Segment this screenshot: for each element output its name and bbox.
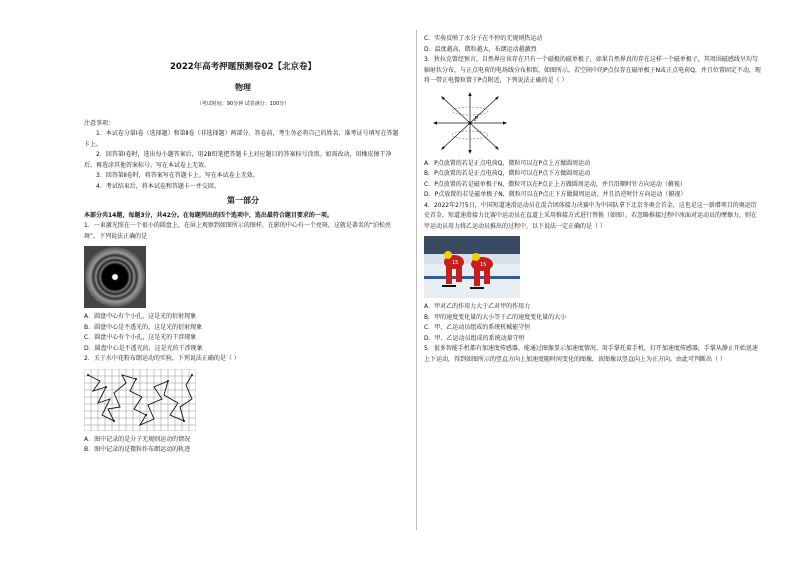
question-3-stem: 3．狄拉克曾经预言，自然界应该存在只有一个磁极的磁单极子，如果自然界真的存在这样一个磁单极子，其周围磁感线呈均匀辐射状分布，与正点电荷的电场线分布相似，如图所示。若空间中的P点仅存在磁单极子N或正点电荷Q，并且位置固定不动，现将一带正电微粒置于P点附近，下列说法正确的是（ ） (424, 56, 761, 84)
option: D．P点放置的若是磁单极子N，微粒可以在P点正下方做圆周运动，并且沿逆时针方向运动（俯视） (424, 191, 687, 198)
option: A．P点放置的若是正点电荷Q，微粒可以在P点上方做圆周运动 (424, 159, 591, 167)
section-title: 第一部分 (227, 196, 259, 205)
option: A．甲对乙的作用力大于乙对甲的作用力 (424, 303, 531, 310)
left-column (84, 62, 402, 456)
option: B．图中记录的是微粒作布朗运动的轨迹 (84, 446, 191, 453)
notes-heading: 注意事项： (84, 119, 115, 127)
note-item: 4．考试结束后，将本试卷和答题卡一并交回。 (96, 182, 220, 190)
brownian-motion-figure (84, 369, 196, 431)
note-item: 3．回答第Ⅱ卷时，将答案写在答题卡上。写在本试卷上无效。 (96, 172, 259, 179)
question-5-stem: 5．很多智能手机都有加速度传感器，能通过图像显示加速度情况。用手掌托着手机，打开加速度传感器，手掌从静止开始迅速上下运动，得到如图所示的竖直方向上加速度随时间变化的图像，该图像以竖直向上为正方向。由此可判断出（ ） (424, 345, 758, 363)
magnetic-monopole-figure (430, 91, 510, 155)
note-item: 1．本试卷分第Ⅰ卷（选择题）和第Ⅱ卷（非选择题）两部分。答卷前，考生务必将自己的姓名、准考证号填写在答题卡上。 (84, 130, 399, 148)
option: D．甲、乙运动员组成的系统动量守恒 (424, 334, 525, 342)
note-item: 2．回答第Ⅰ卷时，选出每小题答案后，用2B铅笔把答题卡上对应题目的答案标号涂黑。如需改动，用橡皮擦干净后，再选涂其他答案标号。写在本试卷上无效。 (84, 151, 392, 169)
point-p-label: P (474, 115, 479, 123)
option: C．P点放置的若是磁单极子N，微粒可以在P点正上方做圆周运动，并且沿顺时针方向运动（俯视） (424, 180, 686, 188)
option: B．圆盘中心是不透光的，这是光的衍射现象 (84, 323, 203, 331)
option: D．圆盘中心是不透光的，这是光的干涉现象 (84, 344, 203, 352)
question-4-stem: 4．2022年2月5日，中国短道速滑运动员在混合团体接力决赛中为中国队拿下北京冬奥会首金，这也是这一新增项目的奥运历史首金。短道速滑接力比赛中运动员在直道上采用推接方式进行替换（如图）。若忽略推接过程中冰面对运动员的摩擦力，则在甲运动员用力将乙运动员推出的过程中，以下说法一定正确的是（ ） (424, 201, 758, 230)
skater-number: 15 (452, 260, 459, 266)
option: C．甲、乙运动员组成的系统机械能守恒 (424, 324, 531, 331)
option: D．温度越高，微粒越大，布朗运动越激烈 (424, 45, 537, 53)
option: B．P点放置的若是正点电荷Q，微粒可以在P点下方做圆周运动 (424, 170, 591, 177)
option: B．甲的速度变化量的大小等于乙的速度变化量的大小 (424, 313, 567, 321)
exam-title: 2022年高考押题预测卷02【北京卷】 (170, 62, 316, 72)
poisson-spot-figure (84, 246, 146, 308)
question-2-stem: 2．关于水中花粉布朗运动的实验，下列说法正确的是（ ） (84, 355, 240, 362)
right-column (424, 34, 762, 365)
option: C．圆盘中心有个小孔，这是光的干涉现象 (84, 334, 197, 341)
question-1-stem: 1．一束激光照在一个很小的圆盘上，在屏上观察到如图所示的图样，在影的中心有一个亮斑，这就是著名的“泊松亮斑”。下列说法正确的是 (84, 222, 391, 240)
option: A．图中记录的是分子无规则运动的情况 (84, 435, 191, 443)
skater-number: 15 (480, 262, 487, 268)
subject-title: 物理 (235, 82, 251, 92)
column-divider (416, 30, 417, 530)
speed-skating-photo (424, 236, 520, 298)
section-instruction: 本部分共14题，每题3分，共42分。在每题列出的四个选项中，选出最符合题目要求的一项。 (84, 211, 333, 219)
option: A．圆盘中心有个小孔，这是光的衍射现象 (84, 313, 197, 320)
exam-meta: （考试时间：90分钟 试卷满分：100分） (196, 101, 290, 107)
option: C．实验反映了水分子在不停的无规则热运动 (424, 35, 543, 42)
